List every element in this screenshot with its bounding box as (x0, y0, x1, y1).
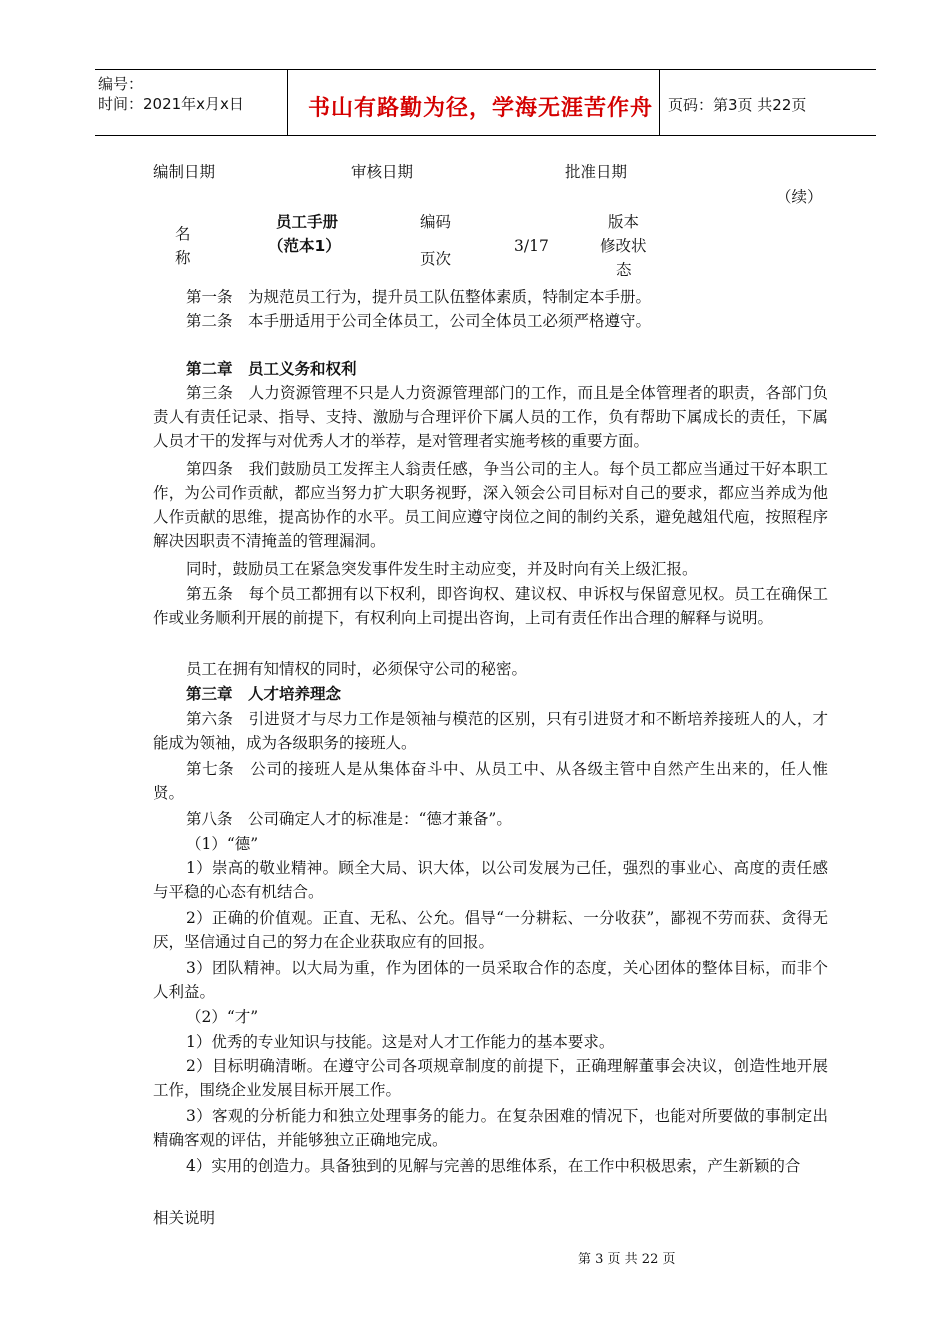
article-1: 第一条 为规范员工行为，提升员工队伍整体素质，特制定本手册。 (186, 288, 652, 306)
talent-item-4: 4）实用的创造力。具备独到的见解与完善的思维体系，在工作中积极思索，产生新颖的合 (186, 1157, 801, 1175)
virtue-item-1: 1）崇高的敬业精神。顾全大局、识大体，以公司发展为己任，强烈的事业心、高度的责任感与平稳的心态有机结合。 (153, 859, 828, 901)
version-label: 版本 (608, 213, 640, 231)
article-7: 第七条 公司的接班人是从集体奋斗中、从员工中、从各级主管中自然产生出来的，任人惟贤。 (153, 760, 828, 802)
page-count-value: 3/17 (514, 237, 549, 255)
article-5: 第五条 每个员工都拥有以下权利，即咨询权、建议权、申诉权与保留意见权。员工在确保工作或业务顺利开展的前提下，有权利向上司提出咨询，上司有责任作出合理的解释与说明。 (153, 585, 828, 627)
header-top-border (95, 69, 876, 70)
name-label-top: 名 (175, 225, 191, 243)
article-8: 第八条 公司确定人才的标准是：“德才兼备”。 (186, 810, 512, 828)
doc-subtitle: （范本1） (268, 237, 341, 255)
virtue-item-2: 2）正确的价值观。正直、无私、公允。倡导“一分耕耘、一分收获”，鄙视不劳而获、贪得无厌，坚信通过自己的努力在企业获取应有的回报。 (153, 909, 828, 951)
chapter-3-heading: 第三章 人才培养理念 (186, 685, 342, 703)
name-label-bottom: 称 (175, 249, 191, 267)
approved-date-label: 批准日期 (565, 163, 628, 181)
chapter-2-heading: 第二章 员工义务和权利 (186, 360, 357, 378)
header-page-label: 页码：第3页 共22页 (668, 96, 807, 114)
reviewed-date-label: 审核日期 (351, 163, 414, 181)
doc-number-label: 编号： (98, 75, 144, 93)
compiled-date-label: 编制日期 (153, 163, 216, 181)
page-count-label: 页次 (420, 250, 452, 268)
doc-time-label: 时间：2021年x月x日 (98, 95, 244, 113)
code-label: 编码 (420, 213, 452, 231)
doc-title: 员工手册 (276, 213, 339, 231)
article-3: 第三条 人力资源管理不只是人力资源管理部门的工作，而且是全体管理者的职责，各部门负责人有责任记录、指导、支持、激励与合理评价下属人员的工作，负有帮助下属成长的责任，下属人员才干的发挥与对优秀人才的举荐，是对管理者实施考核的重要方面。 (153, 384, 828, 450)
talent-item-1: 1）优秀的专业知识与技能。这是对人才工作能力的基本要求。 (186, 1033, 615, 1051)
virtue-heading: （1）“德” (186, 835, 259, 853)
header-divider-right (659, 69, 660, 136)
talent-heading: （2）“才” (186, 1008, 259, 1026)
header-bottom-border (95, 135, 876, 136)
header-divider-left (287, 69, 288, 136)
header-motto: 书山有路勤为径，学海无涯苦作舟 (308, 96, 654, 121)
revision-status-label-end: 态 (616, 261, 632, 279)
continued-label: （续） (776, 188, 823, 206)
article-4: 第四条 我们鼓励员工发挥主人翁责任感，争当公司的主人。每个员工都应当通过干好本职工作，为公司作贡献，都应当努力扩大职务视野，深入领会公司目标对自己的要求，都应当养成为他人作贡献的思维，提高协作的水平。员工间应遵守岗位之间的制约关系，避免越俎代庖，按照程序解决因职责不清掩盖的管理漏洞。 (153, 460, 828, 550)
related-notes-label: 相关说明 (153, 1209, 216, 1227)
revision-status-label: 修改状 (600, 237, 647, 255)
article-5-supplement: 员工在拥有知情权的同时，必须保守公司的秘密。 (186, 660, 528, 678)
article-2: 第二条 本手册适用于公司全体员工，公司全体员工必须严格遵守。 (186, 312, 652, 330)
virtue-item-3: 3）团队精神。以大局为重，作为团体的一员采取合作的态度，关心团体的整体目标，而非个人利益。 (153, 959, 828, 1001)
article-4-supplement: 同时，鼓励员工在紧急突发事件发生时主动应变，并及时向有关上级汇报。 (186, 560, 698, 578)
page-footer: 第 3 页 共 22 页 (578, 1252, 676, 1267)
article-6: 第六条 引进贤才与尽力工作是领袖与模范的区别，只有引进贤才和不断培养接班人的人，才能成为领袖，成为各级职务的接班人。 (153, 710, 828, 752)
talent-item-2: 2）目标明确清晰。在遵守公司各项规章制度的前提下，正确理解董事会决议，创造性地开展工作，围绕企业发展目标开展工作。 (153, 1057, 828, 1099)
talent-item-3: 3）客观的分析能力和独立处理事务的能力。在复杂困难的情况下，也能对所要做的事制定出精确客观的评估，并能够独立正确地完成。 (153, 1107, 828, 1149)
